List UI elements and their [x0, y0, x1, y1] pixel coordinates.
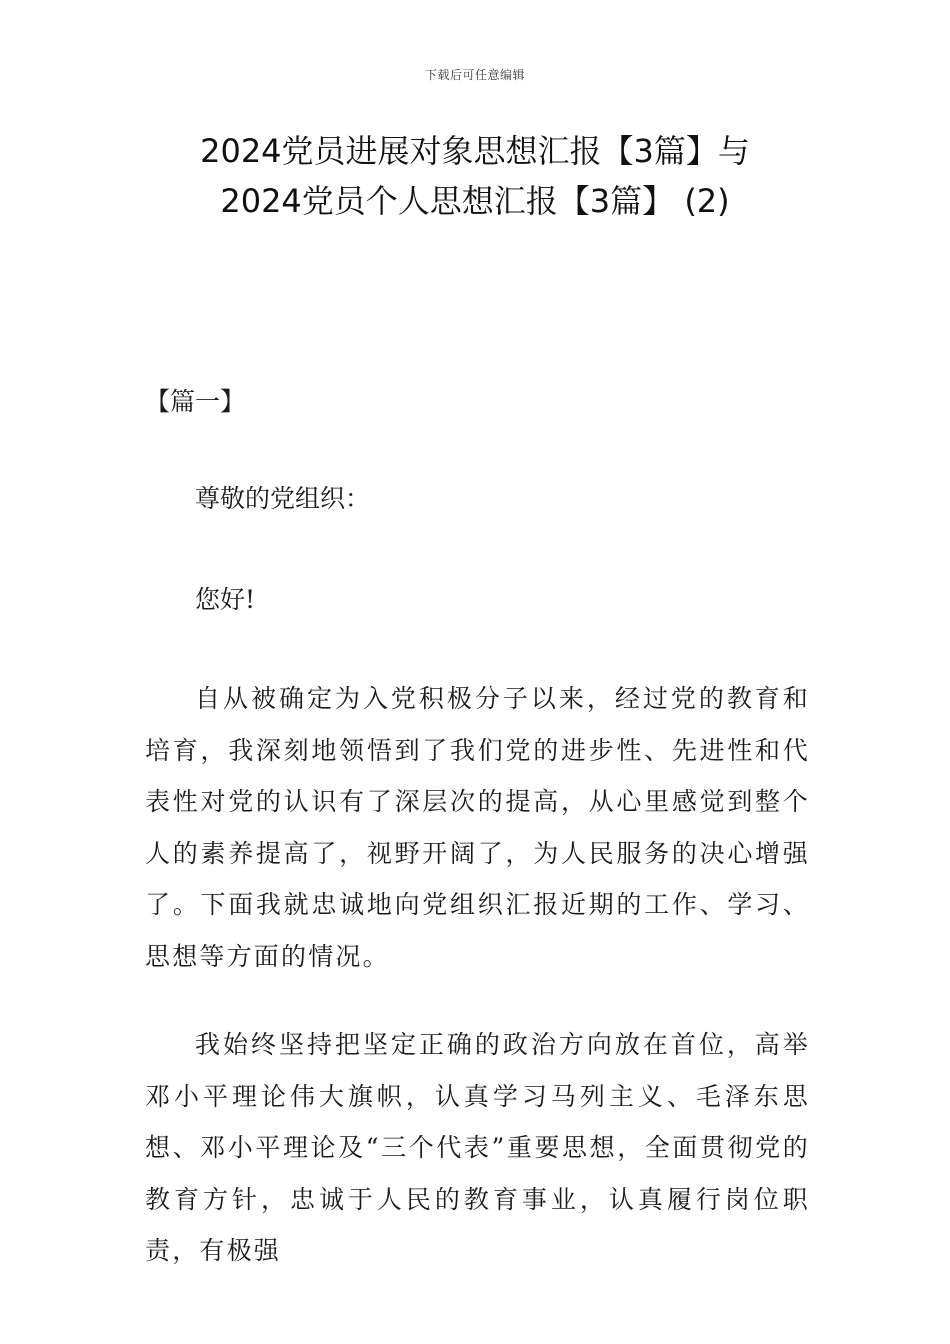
salutation: 尊敬的党组织： [195, 484, 371, 513]
section-label: 【篇一】 [145, 387, 246, 416]
paragraph: 自从被确定为入党积极分子以来，经过党的教育和培育，我深刻地领悟到了我们党的进步性、先进性和代表性对党的认识有了深层次的提高，从心里感觉到整个人的素养提高了，视野开阔了，为人民服务的决心增强了。下面我就忠诚地向党组织汇报近期的工作、学习、思想等方面的情况。 [145, 684, 810, 971]
greeting: 您好! [195, 585, 256, 614]
header-note: 下载后可任意编辑 [424, 68, 525, 82]
document-title [100, 126, 850, 226]
title-line-1: 2024党员进展对象思想汇报【3篇】与 [200, 132, 750, 170]
paragraph: 我始终坚持把坚定正确的政治方向放在首位，高举邓小平理论伟大旗帜，认真学习马列主义、毛泽东思想、邓小平理论及“三个代表”重要思想，全面贯彻党的教育方针，忠诚于人民的教育事业，认真履行岗位职责，有极强 [145, 1030, 810, 1265]
title-line-2: 2024党员个人思想汇报【3篇】 (2) [220, 182, 730, 220]
